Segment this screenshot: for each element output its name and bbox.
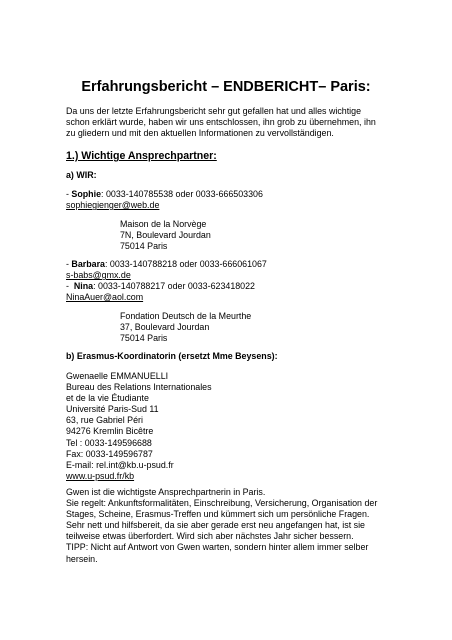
paragraph-line: Stages, Scheine, Erasmus-Treffen und kümmert sich um persönliche Fragen. — [66, 509, 370, 520]
address-line: 75014 Paris — [120, 333, 168, 344]
coordinator-line: Bureau des Relations Internationales — [66, 382, 212, 393]
coordinator-line: Gwenaelle EMMANUELLI — [66, 371, 169, 381]
paragraph-line: teilweise etwas überfordert. Wird sich aber nächstes Jahr sicher bessern. — [66, 531, 354, 542]
intro-line: Da uns der letzte Erfahrungsbericht sehr gut gefallen hat und alles wichtige — [66, 106, 362, 116]
address-maison-norvege — [120, 219, 211, 252]
email-link-sophie[interactable]: sophiegienger@web.de — [66, 200, 160, 211]
website-link[interactable]: www.u-psud.fr/kb — [66, 470, 135, 481]
paragraph-line: TIPP: Nicht auf Antwort von Gwen warten, sondern hinter allem immer selber — [66, 542, 369, 553]
address-line: 7N, Boulevard Jourdan — [120, 230, 211, 241]
intro-paragraph — [66, 106, 406, 139]
subheading-erasmus-coordinator: b) Erasmus-Koordinatorin (ersetzt Mme Beysens): — [66, 351, 278, 361]
paragraph-line: Sehr nett und hilfsbereit, da sie aber gerade erst neu angefangen hat, ist sie — [66, 520, 365, 531]
email-link-barbara[interactable]: s-babs@gmx.de — [66, 270, 131, 281]
address-line: Maison de la Norvège — [120, 219, 207, 229]
address-line: Fondation Deutsch de la Meurthe — [120, 311, 252, 321]
list-dash: - — [66, 281, 74, 292]
address-fondation-deutsch — [120, 311, 251, 344]
contact-name: Nina — [73, 281, 94, 292]
paragraph-line: hersein. — [66, 553, 98, 564]
contact-phones: : 0033-140785538 oder 0033-666503306 — [101, 189, 263, 199]
coordinator-line: E-mail: rel.int@kb.u-psud.fr — [66, 459, 174, 470]
contact-sophie-phone — [66, 189, 406, 200]
contact-barbara-nina — [66, 259, 406, 303]
document-title: Erfahrungsbericht – ENDBERICHT– Paris: — [81, 79, 371, 95]
contact-phones: : 0033-140788218 oder 0033-666061067 — [104, 259, 267, 269]
contact-name: Barbara — [71, 259, 105, 269]
email-link-nina[interactable]: NinaAuer@aol.com — [66, 292, 144, 303]
coordinator-address — [66, 371, 406, 482]
contact-nina-phone — [66, 281, 406, 292]
address-line: 75014 Paris — [120, 241, 168, 252]
intro-line: schon erklärt wurde, haben wir uns entschlossen, ihn grob zu übernehmen, ihn — [66, 117, 376, 128]
contact-sophie — [66, 189, 406, 211]
list-dash: - — [66, 189, 72, 199]
coordinator-line: 94276 Kremlin Bicêtre — [66, 426, 154, 437]
coordinator-line: 63, rue Gabriel Péri — [66, 415, 143, 426]
subheading-wir: a) WIR: — [66, 170, 97, 180]
contact-name: Sophie — [71, 189, 102, 199]
contact-barbara-phone — [66, 259, 406, 270]
gwen-paragraph — [66, 487, 406, 565]
intro-line: zu gliedern und mit den aktuellen Informationen zu vervollständigen. — [66, 128, 334, 139]
paragraph-line: Sie regelt: Ankunftsformalitäten, Einschreibung, Versicherung, Organisation der — [66, 498, 378, 509]
address-line: 37, Boulevard Jourdan — [120, 322, 210, 333]
list-dash: - — [66, 259, 72, 269]
coordinator-line: Tel : 0033-149596688 — [66, 437, 152, 448]
coordinator-line: et de la vie Étudiante — [66, 393, 149, 404]
section-heading-contacts: 1.) Wichtige Ansprechpartner: — [66, 150, 217, 162]
contact-phones: : 0033-140788217 oder 0033-623418022 — [93, 281, 255, 292]
coordinator-line: Fax: 0033-149596787 — [66, 448, 153, 459]
coordinator-line: Université Paris-Sud 11 — [66, 404, 159, 415]
paragraph-line: Gwen ist die wichtigste Ansprechpartnerin in Paris. — [66, 487, 266, 497]
